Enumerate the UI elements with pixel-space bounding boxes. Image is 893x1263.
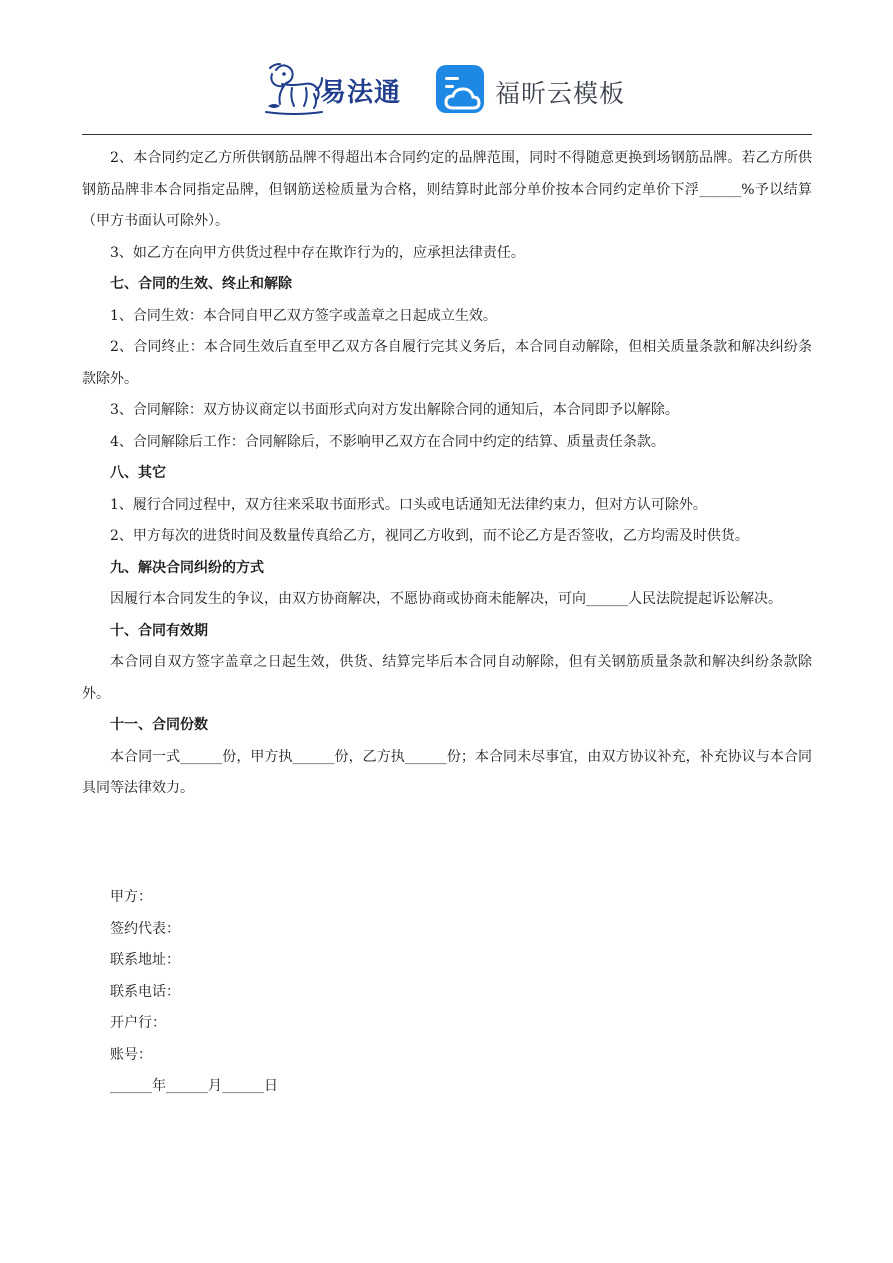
section-7-heading: 七、合同的生效、终止和解除 (110, 276, 292, 292)
clause-8-1: 1、履行合同过程中，双方往来采取书面形式。口头或电话通知无法律约束力，但对方认可除外。 (110, 496, 707, 513)
clause-11: 本合同一式______份，甲方执______份，乙方执______份；本合同未尽事宜，由双方协议补充，补充协议与本合同具同等法律效力。 (82, 748, 812, 796)
page-header (0, 58, 893, 122)
clause-7-3: 3、合同解除：双方协议商定以书面形式向对方发出解除合同的通知后，本合同即予以解除。 (110, 402, 679, 418)
cloud-document-icon (435, 64, 487, 116)
section-11-heading: 十一、合同份数 (110, 717, 208, 733)
contract-body (82, 143, 812, 805)
bank-label: 开户行： (110, 1015, 166, 1031)
section-9-heading: 九、解决合同纠纷的方式 (110, 559, 264, 576)
section-10-heading: 十、合同有效期 (110, 622, 208, 639)
logo1-name: 易法通 (320, 78, 402, 108)
clause-7-2: 2、合同终止：本合同生效后直至甲乙双方各自履行完其义务后，本合同自动解除，但相关质量条款和解决纠纷条款除外。 (82, 339, 812, 387)
date-line: ______年______月______日 (110, 1078, 278, 1094)
clause-6-2: 2、本合同约定乙方所供钢筋品牌不得超出本合同约定的品牌范围，同时不得随意更换到场钢筋品牌。若乙方所供钢筋品牌非本合同指定品牌，但钢筋送检质量为合格，则结算时此部分单价按本合同约定单价下浮______%予以结算（甲方书面认可除外）。 (82, 150, 812, 229)
clause-7-4: 4、合同解除后工作：合同解除后，不影响甲乙双方在合同中约定的结算、质量责任条款。 (110, 433, 665, 450)
clause-6-3: 3、如乙方在向甲方供货过程中存在欺诈行为的，应承担法律责任。 (110, 244, 525, 261)
party-a-label: 甲方： (110, 889, 152, 905)
foxit-cloud-template-logo (435, 64, 645, 120)
signature-block (82, 882, 812, 1103)
clause-7-1: 1、合同生效：本合同自甲乙双方签字或盖章之日起成立生效。 (110, 307, 497, 324)
logo2-name: 福昕云模板 (495, 79, 626, 108)
phone-label: 联系电话： (110, 983, 180, 1000)
clause-10: 本合同自双方签字盖章之日起生效，供货、结算完毕后本合同自动解除，但有关钢筋质量条款和解决纠纷条款除外。 (82, 654, 812, 702)
address-label: 联系地址： (110, 952, 180, 968)
yifatong-logo (262, 60, 412, 120)
account-label: 账号： (110, 1046, 152, 1063)
header-divider (82, 134, 812, 135)
section-8-heading: 八、其它 (110, 465, 166, 481)
lion-emblem-icon (262, 60, 324, 118)
representative-label: 签约代表： (110, 920, 180, 937)
clause-8-2: 2、甲方每次的进货时间及数量传真给乙方，视同乙方收到，而不论乙方是否签收，乙方均需及时供货。 (110, 528, 749, 544)
clause-9: 因履行本合同发生的争议，由双方协商解决，不愿协商或协商未能解决，可向______人民法院提起诉讼解决。 (110, 591, 782, 607)
